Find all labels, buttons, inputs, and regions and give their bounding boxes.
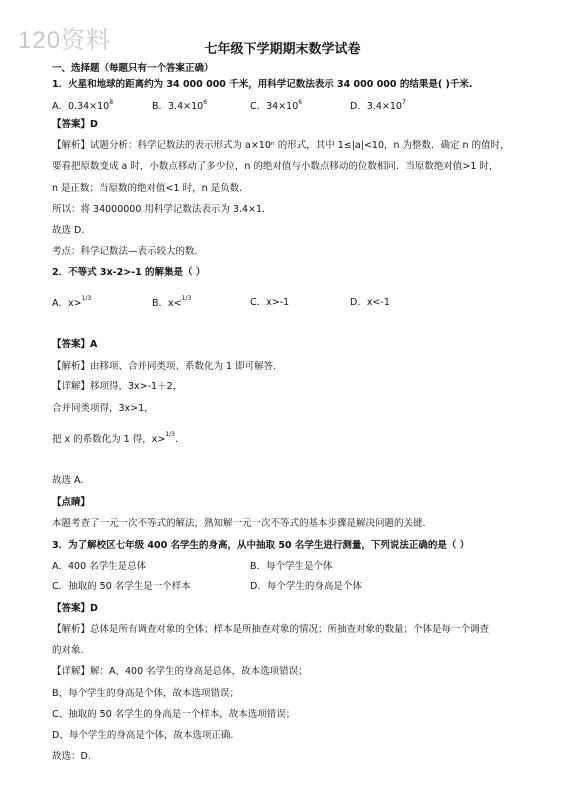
q1-option-c: C．$34\times 10^6$ [250,99,303,112]
q1-option-a: A．$0.34\times 10^8$ [52,99,114,112]
q3-detail-line: 【详解】解：A、400 名学生的身高是总体，故本选项错误； [52,666,308,677]
q1-choose: 故选 D. [52,225,85,236]
q3-option-d: D．每个学生的身高是个体 [250,581,362,592]
q2-detail-line: 把 x 的系数化为 1 得，x>1/3. [52,431,179,445]
q2-option-a: A．x>1/3 [52,295,92,309]
q3-answer: 【答案】D [52,603,98,614]
q1-point: 考点：科学记数法—表示较大的数. [52,246,198,257]
q3-detail-line: B、每个学生的身高是个体，故本选项错误； [52,688,240,699]
q1-option-d: D．$3.4\times 10^7$ [350,99,406,112]
q2-detail-line: 【详解】移项得，3x>-1＋2， [52,381,183,392]
q2-detail-line: 合并同类项得，3x>1， [52,403,154,414]
q3-detail-line: D、每个学生的身高是个体，故本选项正确. [52,730,234,741]
q2-comment-heading: 【点睛】 [52,497,91,508]
q2-option-c: C．x>-1 [250,297,290,308]
q1-analysis-line: 所以：将 34000000 用科学记数法表示为 3.4×1. [52,204,266,215]
q3-detail-line: C、抽取的 50 名学生的身高是一个样本，故本选项错误； [52,709,296,720]
q2-analysis: 【解析】由移项、合并同类项、系数化为 1 即可解答. [52,361,277,372]
q1-answer: 【答案】D [52,119,98,130]
q2-answer: 【答案】A [52,339,98,350]
q2-option-b: B．x<1/3 [152,295,192,309]
question-2-stem: 2．不等式 3x-2>-1 的解集是（ ） [52,267,206,278]
section-heading: 一、选择题（每题只有一个答案正确） [52,63,214,74]
question-1-stem: 1．火星和地球的距离约为 34 000 000 千米，用科学记数法表示 34 000 000 的结果是( )千米. [52,79,473,90]
watermark: 120资料 [18,27,112,54]
q3-option-c: C．抽取的 50 名学生是一个样本 [52,581,191,592]
q1-analysis-line: n 是正数；当原数的绝对值<1 时，n 是负数. [52,183,243,194]
q3-choose: 故选：D. [52,751,91,762]
q1-option-b: B．$3.4\times 10^6$ [152,99,208,112]
q2-comment: 本题考查了一元一次不等式的解法，熟知解一元一次不等式的基本步骤是解决问题的关键. [52,518,426,529]
q1-analysis-line: 要看把原数变成 a 时，小数点移动了多少位，n 的绝对值与小数点移动的位数相同．当原数绝对值>1 时， [52,161,499,172]
q3-analysis-line: 的对象. [52,645,84,656]
q3-option-b: B．每个学生是个体 [250,561,333,572]
q3-analysis-line: 【解析】总体是所有调查对象的全体；样本是所抽查对象的情况；所抽查对象的数量；个体是每一个调查 [52,624,490,635]
q2-option-d: D．x<-1 [350,297,390,308]
q3-option-a: A．400 名学生是总体 [52,561,147,572]
q1-analysis-line: 【解析】试题分析：科学记数法的表示形式为 a×10ⁿ 的形式，其中 1≤|a|<10，n 为整数．确定 n 的值时， [52,140,510,151]
q2-choose: 故选 A. [52,475,84,486]
page-title: 七年级下学期期末数学试卷 [204,42,361,57]
question-3-stem: 3．为了解校区七年级 400 名学生的身高，从中抽取 50 名学生进行测量，下列说法正确的是（ ） [52,540,470,551]
